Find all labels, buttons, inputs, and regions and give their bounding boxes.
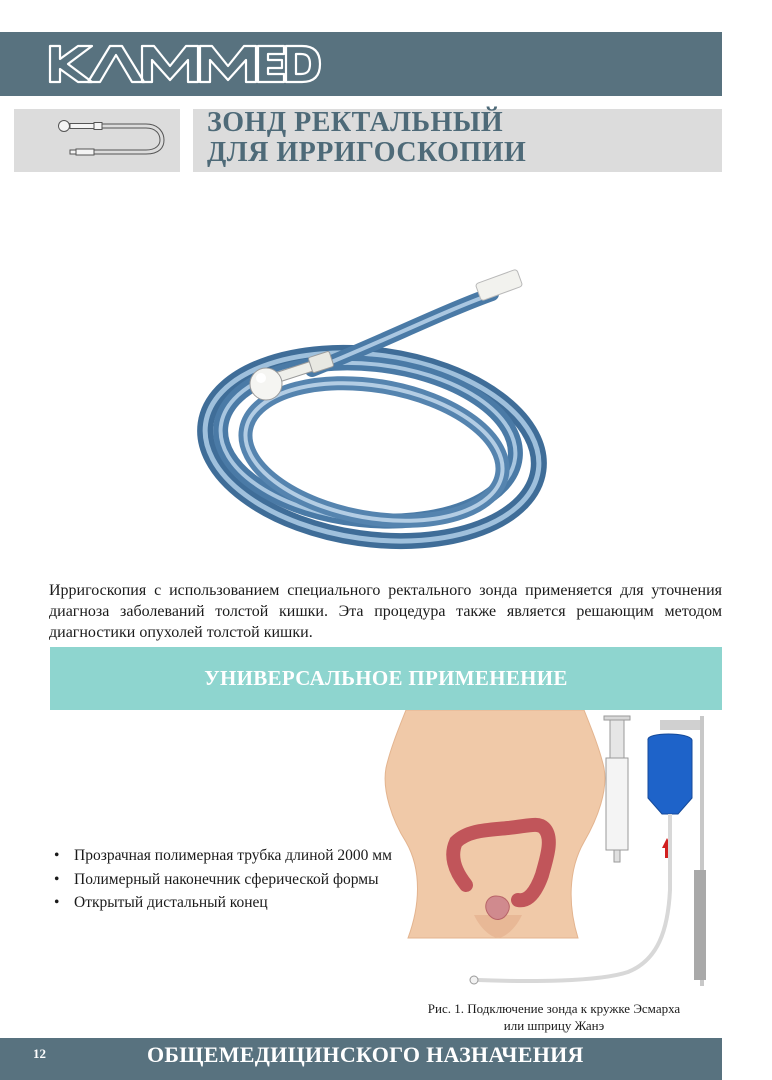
intro-paragraph: Ирригоскопия с использованием специального ректального зонда применяется для уточнения диагноза заболеваний толстой кишки. Эта процедура также является решающим методом диагностики опухолей толстой кишки.	[49, 582, 722, 641]
title-box	[193, 109, 722, 172]
page-number: 12	[33, 1046, 46, 1061]
list-item: • Полимерный наконечник сферической формы	[52, 868, 432, 892]
figure-caption: Рис. 1. Подключение зонда к кружке Эсмарха или шприцу Жанэ	[427, 1001, 681, 1033]
feature-list	[52, 844, 432, 915]
bullet: •	[54, 847, 60, 864]
page-title-line-1: ЗОНД РЕКТАЛЬНЫЙ	[207, 107, 504, 138]
footer-title: ОБЩЕМЕДИЦИНСКОГО НАЗНАЧЕНИЯ	[147, 1042, 584, 1067]
footer-bar	[0, 1038, 722, 1080]
product-thumbnail	[14, 109, 180, 172]
bullet: •	[54, 870, 60, 888]
section-banner	[50, 647, 722, 710]
rectal-probe-image	[192, 262, 562, 557]
section-title: УНИВЕРСАЛЬНОЕ ПРИМЕНЕНИЕ	[204, 666, 568, 690]
probe-thumbnail-icon	[14, 109, 180, 172]
header-bar	[0, 32, 722, 96]
bullet: •	[54, 894, 60, 911]
list-item: • Прозрачная полимерная трубка длиной 2000 мм	[52, 844, 432, 868]
list-item: • Открытый дистальный конец	[52, 891, 432, 915]
kammed-logo	[44, 40, 324, 88]
page-title-line-2: ДЛЯ ИРРИГОСКОПИИ	[207, 137, 527, 168]
